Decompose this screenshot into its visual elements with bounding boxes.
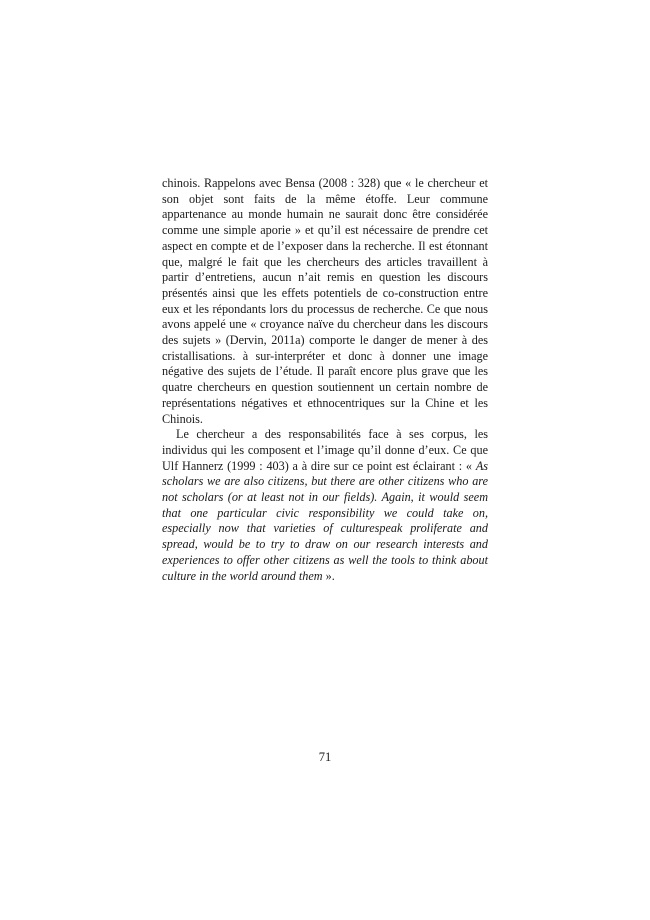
body-text: [162, 176, 488, 584]
paragraph-1: chinois. Rappelons avec Bensa (2008 : 328) que « le chercheur et son objet sont faits de la même étoffe. Leur commune appartenance au monde humain ne saurait donc être considérée comme une simple aporie » et qu’il est nécessaire de prendre cet aspect en compte et de l’exposer dans la recherche. Il est étonnant que, malgré le fait que les chercheurs des articles travaillent à partir d’entretiens, aucun n’ait remis en question les discours présentés ainsi que les effets potentiels de co-construction entre eux et les répondants lors du processus de recherche. Ce que nous avons appelé une « croyance naïve du chercheur dans les discours des sujets » (Dervin, 2011a) comporte le danger de mener à des cristallisations. à sur-interpréter et donc à donner une image négative des sujets de l’étude. Il paraît encore plus grave que les quatre chercheurs en question soutiennent un certain nombre de représentations négatives et ethnocentriques sur la Chine et les Chinois.: [162, 176, 488, 426]
paragraph-2-intro: Le chercheur a des responsabilités face à ses corpus, les individus qui les composent et l’image qu’il donne d’eux. Ce que Ulf Hannerz (1999 : 403) a à dire sur ce point est éclairant : «: [162, 427, 488, 473]
page-number: 71: [318, 750, 332, 764]
paragraph-2-close: ».: [322, 568, 335, 583]
hannerz-quote: As scholars we are also citizens, but there are other citizens who are not scholars (or at least not in our fields). Again, it would seem that one particular civic responsibility we could take on, especially now that varieties of culturespeak proliferate and spread, would be to try to draw on our research interests and experiences to offer other citizens as well the tools to think about culture in the world around them: [162, 458, 488, 583]
paragraph-2: [162, 427, 488, 584]
